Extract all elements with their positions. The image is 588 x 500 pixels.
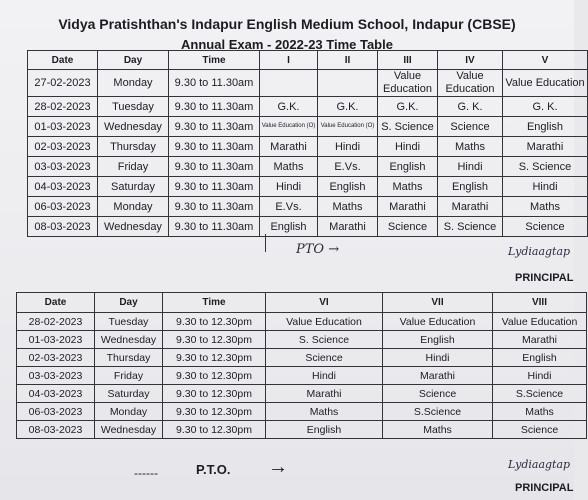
cell-subject: Hindi [318, 137, 378, 157]
cell-subject: Hindi [493, 367, 587, 385]
cell-day: Friday [98, 157, 169, 177]
cell-subject: Science [383, 385, 493, 403]
principal-label: PRINCIPAL [515, 272, 574, 284]
cell-day: Tuesday [95, 313, 163, 331]
arrow-right-icon: → [268, 456, 288, 478]
cell-subject: Hindi [503, 177, 588, 197]
principal-label: PRINCIPAL [515, 482, 574, 494]
cell-subject: Maths [438, 137, 503, 157]
header-class-ii: II [318, 51, 378, 70]
cell-subject: Value Education [378, 70, 438, 97]
cell-subject: G.K. [378, 97, 438, 117]
cell-subject: Hindi [266, 367, 383, 385]
cell-subject: Maths [503, 197, 588, 217]
cell-subject: Marathi [438, 197, 503, 217]
table-row [28, 157, 588, 177]
cell-day: Saturday [95, 385, 163, 403]
cell-day: Thursday [95, 349, 163, 367]
table-row [28, 70, 588, 97]
cell-subject: G. K. [438, 97, 503, 117]
cell-subject: Science [493, 421, 587, 439]
cell-subject [318, 70, 378, 97]
cell-day: Thursday [98, 137, 169, 157]
cell-subject: English [260, 217, 318, 237]
cell-day: Wednesday [98, 217, 169, 237]
cell-date: 01-03-2023 [17, 331, 95, 349]
cell-subject: G.K. [260, 97, 318, 117]
header-class-iv: IV [438, 51, 503, 70]
cell-date: 08-03-2023 [17, 421, 95, 439]
ruled-line [265, 234, 266, 252]
cell-subject: English [383, 331, 493, 349]
cell-date: 06-03-2023 [28, 197, 98, 217]
principal-signature: Lydiaagtap [508, 458, 571, 471]
header-time: Time [169, 51, 260, 70]
cell-subject: Value Education [503, 70, 588, 97]
table-header-row [28, 51, 588, 70]
cell-subject: English [266, 421, 383, 439]
cell-date: 02-03-2023 [28, 137, 98, 157]
cell-date: 01-03-2023 [28, 117, 98, 137]
table-header-row [17, 293, 587, 313]
cell-subject: S. Science [266, 331, 383, 349]
table-row [17, 421, 587, 439]
header-class-vii: VII [383, 293, 493, 313]
header-class-vi: VI [266, 293, 383, 313]
cell-subject: S. Science [438, 217, 503, 237]
cell-subject: Value Education (O) [318, 117, 378, 137]
cell-subject: Science [503, 217, 588, 237]
cell-time: 9.30 to 11.30am [169, 70, 260, 97]
pto-handwritten: PTO → [296, 242, 340, 257]
table-row [28, 197, 588, 217]
cell-subject: S.Science [493, 385, 587, 403]
table-row [17, 313, 587, 331]
exam-title: Annual Exam - 2022-23 Time Table [181, 37, 393, 52]
header-date: Date [28, 51, 98, 70]
cell-date: 03-03-2023 [17, 367, 95, 385]
cell-subject: S. Science [378, 117, 438, 137]
cell-subject: English [503, 117, 588, 137]
table-row [28, 217, 588, 237]
cell-subject: Value Education [266, 313, 383, 331]
cell-time: 9.30 to 11.30am [169, 137, 260, 157]
cell-subject: Science [266, 349, 383, 367]
header-class-v: V [503, 51, 588, 70]
cell-day: Wednesday [98, 117, 169, 137]
cell-subject: Science [438, 117, 503, 137]
cell-subject [260, 70, 318, 97]
principal-signature: Lydiaagtap [508, 245, 571, 258]
header-date: Date [17, 293, 95, 313]
cell-time: 9.30 to 12.30pm [163, 313, 266, 331]
cell-time: 9.30 to 11.30am [169, 217, 260, 237]
cell-subject: Hindi [378, 137, 438, 157]
header-day: Day [98, 51, 169, 70]
table-row [17, 331, 587, 349]
cell-date: 27-02-2023 [28, 70, 98, 97]
cell-day: Friday [95, 367, 163, 385]
cell-subject: Marathi [260, 137, 318, 157]
cell-subject: Marathi [503, 137, 588, 157]
cell-subject: Maths [493, 403, 587, 421]
timetable-classes-1-5 [27, 50, 588, 237]
cell-subject: Value Education (O) [260, 117, 318, 137]
cell-subject: S.Science [383, 403, 493, 421]
cell-time: 9.30 to 11.30am [169, 117, 260, 137]
cell-time: 9.30 to 11.30am [169, 197, 260, 217]
cell-subject: Hindi [438, 157, 503, 177]
cell-day: Monday [98, 70, 169, 97]
cell-subject: Marathi [378, 197, 438, 217]
cell-day: Wednesday [95, 331, 163, 349]
cell-subject: Value Education [438, 70, 503, 97]
cell-subject: Hindi [383, 349, 493, 367]
header-day: Day [95, 293, 163, 313]
table-row [28, 97, 588, 117]
cell-subject: G. K. [503, 97, 588, 117]
cell-subject: English [378, 157, 438, 177]
cell-subject: Marathi [266, 385, 383, 403]
cell-subject: Science [378, 217, 438, 237]
cell-date: 08-03-2023 [28, 217, 98, 237]
cell-date: 03-03-2023 [28, 157, 98, 177]
header-time: Time [163, 293, 266, 313]
footer-dashes: ------ [134, 466, 158, 480]
cell-subject: Maths [378, 177, 438, 197]
cell-day: Monday [98, 197, 169, 217]
cell-date: 04-03-2023 [28, 177, 98, 197]
header-class-viii: VIII [493, 293, 587, 313]
cell-time: 9.30 to 12.30pm [163, 403, 266, 421]
cell-time: 9.30 to 12.30pm [163, 421, 266, 439]
cell-subject: Marathi [493, 331, 587, 349]
cell-subject: Maths [383, 421, 493, 439]
cell-subject: Marathi [318, 217, 378, 237]
table-row [28, 177, 588, 197]
cell-subject: Marathi [383, 367, 493, 385]
cell-time: 9.30 to 12.30pm [163, 367, 266, 385]
cell-subject: Maths [318, 197, 378, 217]
cell-date: 28-02-2023 [17, 313, 95, 331]
cell-time: 9.30 to 11.30am [169, 157, 260, 177]
table-row [17, 385, 587, 403]
cell-time: 9.30 to 12.30pm [163, 331, 266, 349]
cell-subject: Maths [266, 403, 383, 421]
pto-label: P.T.O. [196, 462, 231, 477]
cell-date: 02-03-2023 [17, 349, 95, 367]
cell-subject: English [318, 177, 378, 197]
cell-time: 9.30 to 12.30pm [163, 349, 266, 367]
table-row [17, 367, 587, 385]
school-name: Vidya Pratishthan's Indapur English Medium School, Indapur (CBSE) [58, 16, 516, 32]
cell-date: 04-03-2023 [17, 385, 95, 403]
cell-time: 9.30 to 11.30am [169, 97, 260, 117]
cell-time: 9.30 to 12.30pm [163, 385, 266, 403]
cell-date: 06-03-2023 [17, 403, 95, 421]
table-row [28, 137, 588, 157]
table-row [28, 117, 588, 137]
cell-subject: E.Vs. [318, 157, 378, 177]
header-class-iii: III [378, 51, 438, 70]
table-row [17, 403, 587, 421]
cell-day: Monday [95, 403, 163, 421]
table-row [17, 349, 587, 367]
cell-subject: Value Education [383, 313, 493, 331]
cell-day: Saturday [98, 177, 169, 197]
header-class-i: I [260, 51, 318, 70]
cell-subject: Hindi [260, 177, 318, 197]
cell-time: 9.30 to 11.30am [169, 177, 260, 197]
cell-subject: English [438, 177, 503, 197]
cell-subject: Maths [260, 157, 318, 177]
cell-subject: E.Vs. [260, 197, 318, 217]
cell-subject: S. Science [503, 157, 588, 177]
cell-subject: English [493, 349, 587, 367]
cell-date: 28-02-2023 [28, 97, 98, 117]
cell-day: Wednesday [95, 421, 163, 439]
timetable-classes-6-8 [16, 292, 587, 439]
cell-subject: Value Education [493, 313, 587, 331]
cell-day: Tuesday [98, 97, 169, 117]
cell-subject: G.K. [318, 97, 378, 117]
